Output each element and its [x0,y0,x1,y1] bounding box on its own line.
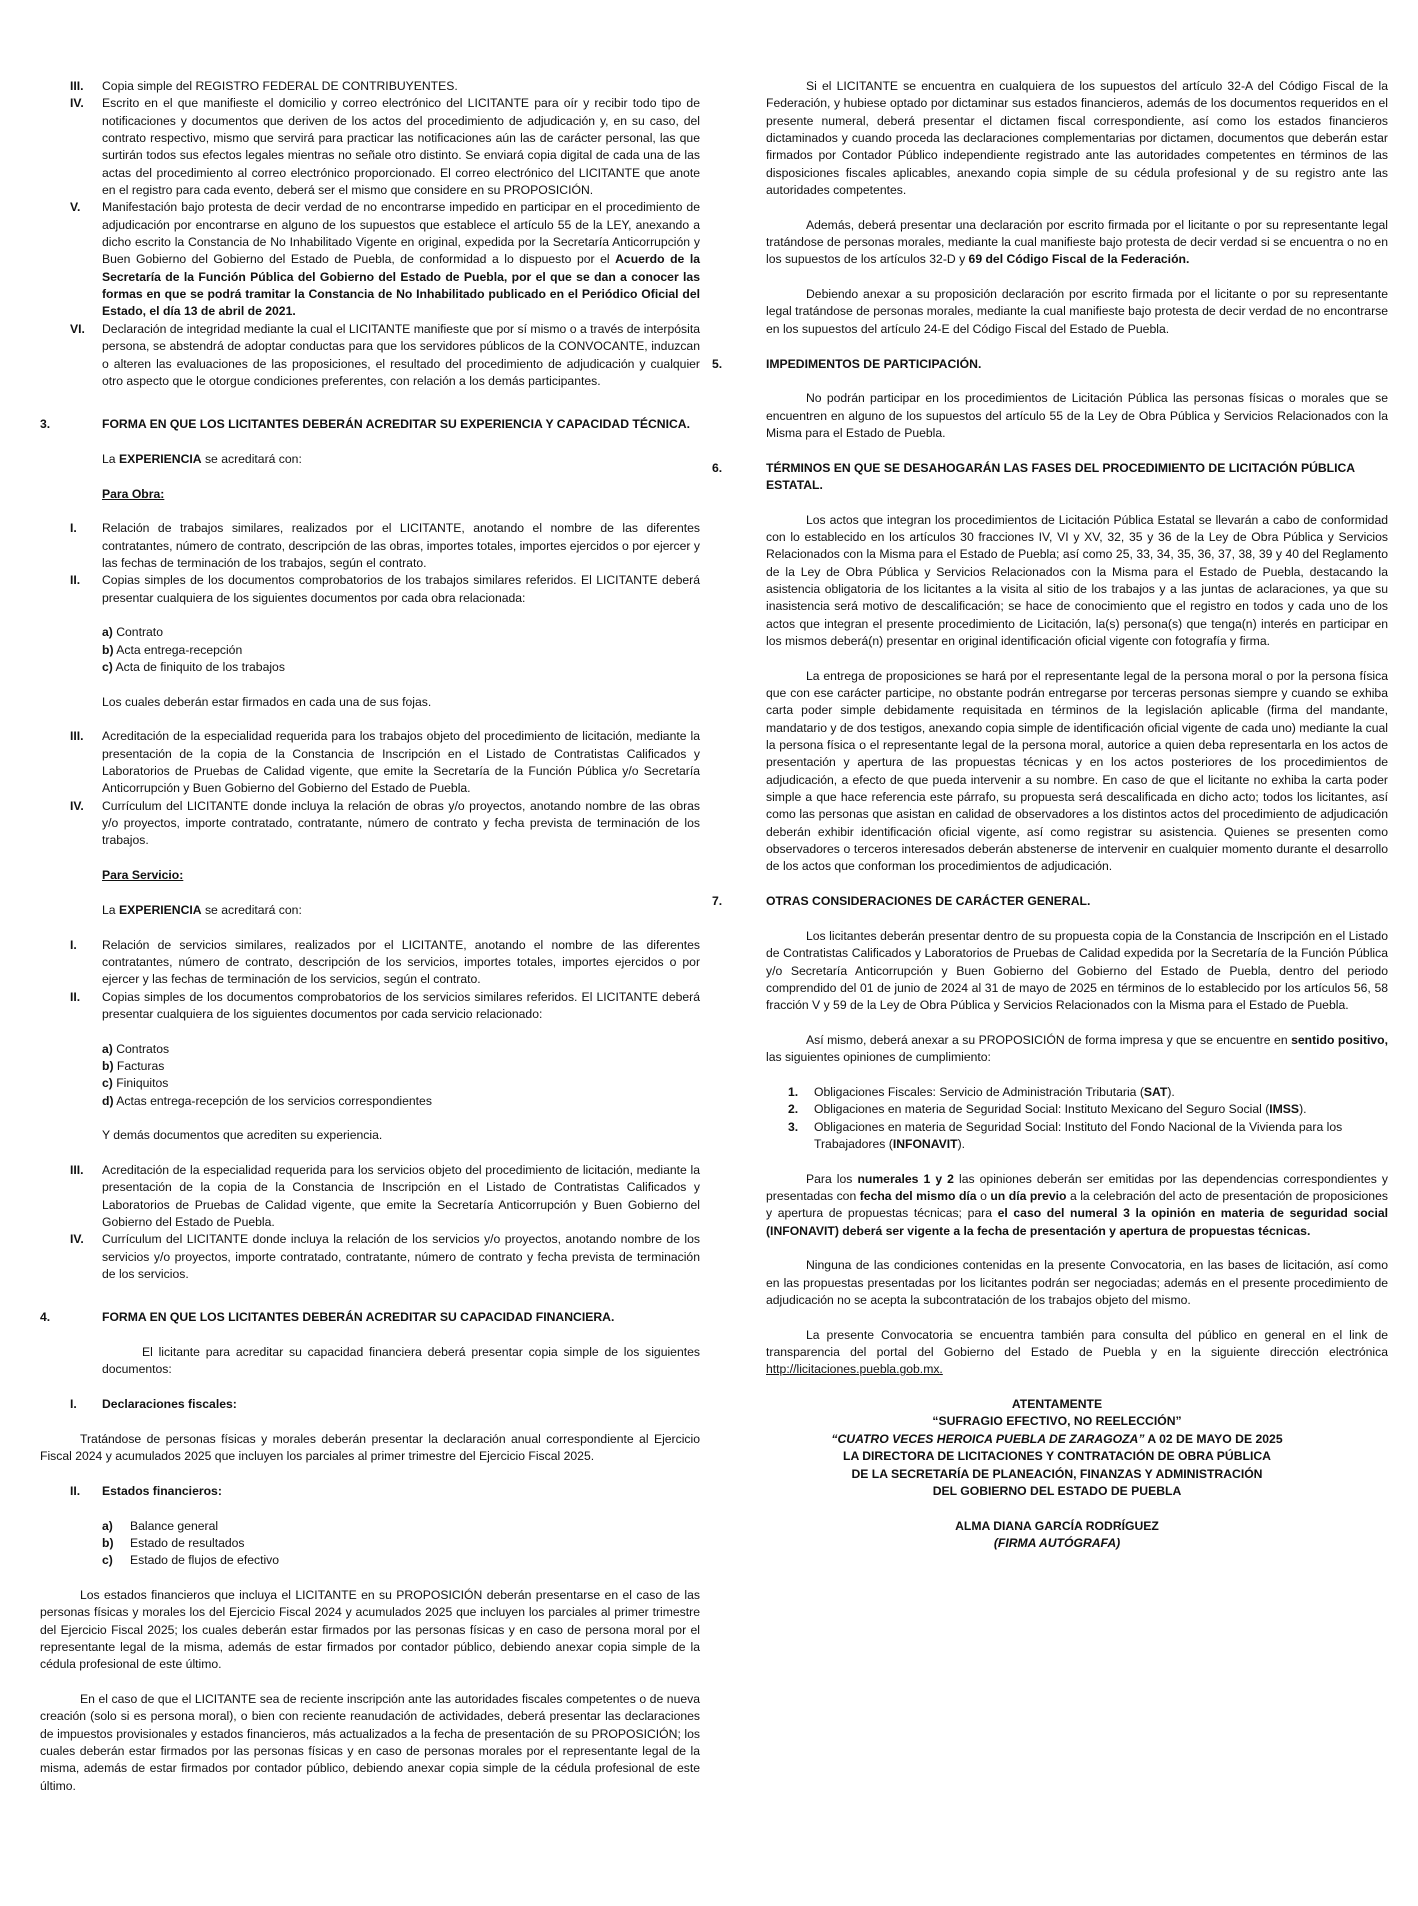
transparency-link[interactable]: http://licitaciones.puebla.gob.mx. [766,1362,943,1377]
paragraph: En el caso de que el LICITANTE sea de reciente inscripción ante las autoridades fiscales competentes o de nueva creación (solo si es persona moral), o bien con reciente reanudación de actividades, deberá presentar las declaraciones de impuestos provisionales y estados financieros, más actualizados a la fecha de presentación de su PROPOSICIÓN; los cuales deberán estar firmados por las personas físicas y en caso de personas morales por el representante legal de la misma, además de estar firmados por contador público, debiendo anexar copia simple de la cédula profesional de este último. [40,1691,700,1793]
note: Y demás documentos que acrediten su experiencia. [102,1128,383,1143]
section-heading: 7. OTRAS CONSIDERACIONES DE CARÁCTER GENERAL. [712,894,1091,909]
list-item: III. Acreditación de la especialidad requerida para los servicios objeto del procedimiento de licitación, mediante la presentación de la copia de la Constancia de Inscripción en el Listado de Contratistas Calificados y Laboratorios de Pruebas de Calidad vigente, que emite la Secretaría Anticorrupción y Buen Gobierno del Gobierno del Estado de Puebla. [70,1162,700,1229]
list-item: IV. Currículum del LICITANTE donde incluya la relación de obras y/o proyectos, anotando nombre de las obras y/o proyectos, importe contratado, contratante, número de contrato y fecha prevista de terminación de los trabajos. [70,798,700,848]
item-text: Declaración de integridad mediante la cual el LICITANTE manifieste que por sí mismo o a través de interpósita persona, se abstendrá de adoptar conductas para que los servidores públicos de la CONVOCANTE, induzcan o alteren las evaluaciones de las proposiciones, el resultado del procedimiento de adjudicación y cualquier otro aspecto que le otorgue condiciones preferentes, con relación a los demás participantes. [102,321,700,388]
subheading-obra: Para Obra: [102,486,165,501]
item-text: Escrito en el que manifieste el domicilio y correo electrónico del LICITANTE para oír y recibir todo tipo de notificaciones y documentos que deriven de los actos del procedimiento de adjudicación y, en su caso, del contrato respectivo, mismo que servirá para practicar las notificaciones aún las de carácter personal, las que surtirán todos sus efectos legales mientras no señale otro distinto. Se enviará copia digital de cada una de las actas del procedimiento al correo electrónico proporcionado. El correo electrónico del LICITANTE que anote en el registro para cada evento, deberá ser el mismo que considere en su PROPOSICIÓN. [102,96,700,198]
signatory-name: ALMA DIANA GARCÍA RODRÍGUEZ [955,1518,1159,1533]
doc-item: a) Balance general [102,1518,219,1533]
item-number: V. [70,200,81,215]
paragraph: La presente Convocatoria se encuentra también para consulta del público en general en el link de transparencia del portal del Gobierno del Estado de Puebla y en la siguiente dirección electrónica http://licitaciones.puebla.gob.mx. [766,1327,1388,1377]
section-heading: 5. IMPEDIMENTOS DE PARTICIPACIÓN. [712,356,982,371]
list-item: IV. Currículum del LICITANTE donde incluya la relación de los servicios y/o proyectos, anotando nombre de los servicios y/o proyectos, importe contratado, contratante, número de contrato y fecha prevista de terminación de los servicios. [70,1232,700,1282]
subsection-heading: I. Declaraciones fiscales: [70,1397,237,1412]
subheading-servicio: Para Servicio: [102,868,184,883]
item-text: Copia simple del REGISTRO FEDERAL DE CONTRIBUYENTES. [102,79,458,93]
paragraph: Si el LICITANTE se encuentra en cualquiera de los supuestos del artículo 32-A del Código Fiscal de la Federación, y hubiese optado por dictaminar sus estados financieros, además de los documentos requeridos en el presente numeral, deberá presentar el dictamen fiscal correspondiente, así como los estados financieros dictaminados y cuando proceda las declaraciones complementarias por dictamen, documentos que deberán estar firmados por Contador Público independiente registrado ante las autoridades competentes en términos de las disposiciones fiscales aplicables, anexando copia simple de su cédula profesional y de su registro ante las autoridades competentes. [766,79,1388,198]
subsection-heading: II. Estados financieros: [70,1483,222,1498]
item-number: III. [70,79,84,93]
doc-item: c) Estado de flujos de efectivo [102,1553,280,1568]
item-number: IV. [70,96,84,111]
list-item: I. Relación de servicios similares, realizados por el LICITANTE, anotando el nombre de las diferentes contratantes, número de contrato, descripción de los servicios, importes totales, importes ejercidos o por ejercer y las fechas de terminación de los servicios, según el contrato. [70,937,700,987]
paragraph: Ninguna de las condiciones contenidas en la presente Convocatoria, en las bases de licitación, así como en las propuestas presentadas por los licitantes podrán ser negociadas; además en el presente procedimiento de adjudicación no se acepta la subcontratación de los trabajos objeto del mismo. [766,1258,1388,1308]
list-item: 2. Obligaciones en materia de Seguridad Social: Instituto Mexicano del Seguro Social (IMSS). [788,1102,1307,1117]
section-heading: 3. FORMA EN QUE LOS LICITANTES DEBERÁN ACREDITAR SU EXPERIENCIA Y CAPACIDAD TÉCNICA. [40,417,690,432]
paragraph: La entrega de proposiciones se hará por el representante legal de la persona moral o por la persona física que con ese carácter participe, no obstante podrán entregarse por terceras personas siempre y cuando se exhiba carta poder simple debidamente requisitada en términos de la legislación aplicable (firma del mandante, mandatario y de dos testigos, anexando copia simple de identificación oficial vigente de cada uno) mediante la cual la persona física o el representante legal de la persona moral, autorice a quien deba representarla en los actos de presentación y apertura de las propuestas técnicas y en los actos posteriores de los procedimientos de adjudicación, a efecto de que pueda intervenir a su nombre. En caso de que el licitante no exhiba la carta poder simple a que hace referencia este párrafo, su propuesta será descalificada en dicho acto; todos los licitantes, así como las personas que asistan en calidad de observadores a los distintos actos del procedimiento de adjudicación deberán exhibir identificación oficial vigente, así como registrar su asistencia. Quienes se presenten como observadores o terceros interesados deberán abstenerse de intervenir en cualquier momento durante el desarrollo de los actos que conforman los procedimientos de adjudicación. [766,668,1388,874]
list-item: 3. Obligaciones en materia de Seguridad Social: Instituto del Fondo Nacional de la Vivienda para los Trabajadores (INFONAVIT). [788,1119,1343,1151]
list-item: 1. Obligaciones Fiscales: Servicio de Administración Tributaria (SAT). [788,1084,1175,1099]
paragraph: Los actos que integran los procedimientos de Licitación Pública Estatal se llevarán a cabo de conformidad con lo establecido en los artículos 30 fracciones IV, VI y XV, 32, 35 y 36 de la Ley de Obra Pública y Servicios Relacionados con la Misma para el Estado de Puebla; así como 25, 33, 34, 35, 36, 37, 38, 39 y 40 del Reglamento de la Ley de Obra Pública y Servicios Relacionados con la Misma para el Estado de Puebla, destacando la asistencia obligatoria de los licitantes a la visita al sitio de los trabajos y a las juntas de aclaraciones, ya que su inasistencia será motivo de descalificación; se hace de conocimiento que el registro en todos y cada uno de los actos que integran el presente procedimiento de Licitación, la(s) persona(s) que tenga(n) interés en participar en los mismos deberá(n) presentar en original identificación oficial vigente con fotografía y firma. [766,512,1388,648]
right-column [712,78,1389,1552]
experience-intro: La EXPERIENCIA se acreditará con: [102,902,302,917]
list-item [40,321,700,390]
paragraph: No podrán participar en los procedimientos de Licitación Pública las personas físicas o morales que se encuentren en alguno de los supuestos del artículo 55 de la Ley de Obra Pública y Servicios Relacionados con la Misma para el Estado de Puebla. [766,391,1388,440]
section-heading: 6. TÉRMINOS EN QUE SE DESAHOGARÁN LAS FASES DEL PROCEDIMIENTO DE LICITACIÓN PÚBLICA ESTATAL. [712,460,1355,492]
paragraph: Para los numerales 1 y 2 las opiniones deberán ser emitidas por las dependencias correspondientes y presentadas con fecha del mismo día o un día previo a la celebración del acto de presentación de proposiciones y apertura de propuestas técnicas; para el caso del numeral 3 la opinión en materia de seguridad social (INFONAVIT) deberá ser vigente a la fecha de presentación y apertura de propuestas técnicas. [766,1171,1389,1238]
paragraph: Los licitantes deberán presentar dentro de su propuesta copia de la Constancia de Inscripción en el Listado de Contratistas Calificados y Laboratorios de Pruebas de Calidad expedida por la Secretaría de la Función Pública y/o Secretaría Anticorrupción y Buen Gobierno del Gobierno del Estado de Puebla, dentro del periodo comprendido del 01 de junio de 2024 al 31 de mayo de 2025 en términos de lo establecido por los artículos 56, 58 fracción V y 59 de la Ley de Obra Pública y Servicios Relacionados con la Misma para el Estado de Puebla. [766,928,1388,1013]
paragraph: Los estados financieros que incluya el LICITANTE en su PROPOSICIÓN deberán presentarse en el caso de las personas físicas y morales los del Ejercicio Fiscal 2024 y acumulados 2025 que incluyen los parciales al primer trimestre del Ejercicio Fiscal 2025; los cuales deberán estar firmados por las personas físicas y en caso de persona moral por el representante legal de la misma, además de estar firmados por contador público, debiendo anexar copia simple de la cédula profesional de este último. [40,1587,700,1672]
doc-item: c) Acta de finiquito de los trabajos [102,660,285,674]
doc-item: b) Facturas [102,1058,165,1073]
list-item: I. Relación de trabajos similares, realizados por el LICITANTE, anotando el nombre de las diferentes contratantes, número de contrato, descripción de las obras, importes totales, importes ejercidos o por ejercer y las fechas de terminación de los trabajos, según el contrato. [70,521,700,570]
paragraph: Debiendo anexar a su proposición declaración por escrito firmada por el licitante o por su representante legal tratándose de personas morales, mediante la cual manifieste bajo protesta de decir verdad de no encontrarse en los supuestos del artículo 24-E del Código Fiscal del Estado de Puebla. [766,287,1388,336]
section-heading: 4. FORMA EN QUE LOS LICITANTES DEBERÁN ACREDITAR SU CAPACIDAD FINANCIERA. [40,1310,615,1325]
doc-item: a) Contrato [102,625,163,640]
list-item [40,78,700,95]
list-item: II. Copias simples de los documentos comprobatorios de los servicios similares referidos. El LICITANTE deberá presentar cualquiera de los siguientes documentos por cada servicio relacionado: [70,989,700,1021]
doc-item: c) Finiquitos [102,1076,169,1091]
list-item [40,199,700,320]
paragraph: Así mismo, deberá anexar a su PROPOSICIÓN de forma impresa y que se encuentre en sentido positivo, las siguientes opiniones de cumplimiento: [766,1032,1389,1065]
item-text: Manifestación bajo protesta de decir verdad de no encontrarse impedido en participar en el procedimiento de adjudicación por encontrarse en alguno de los supuestos que establece el artículo 55 de la LEY, anexando a dicho escrito la Constancia de No Inhabilitado Vigente en original, expedida por la Secretaría Anticorrupción y Buen Gobierno del Gobierno del Estado de Puebla, de conformidad a lo dispuesto por el Acuerdo de la Secretaría de la Función Pública del Gobierno del Estado de Puebla, por el que se dan a conocer las formas en que se podrá tramitar la Constancia de No Inhabilitado publicado en el Periódico Oficial del Estado, el día 13 de abril de 2021. [102,200,700,319]
doc-item: b) Estado de resultados [102,1535,245,1550]
list-item: III. Acreditación de la especialidad requerida para los trabajos objeto del procedimiento de licitación, mediante la presentación de la copia de la Constancia de Inscripción en el Listado de Contratistas Calificados y Laboratorios de Pruebas de Calidad vigente, que emite la Secretaría de la Función Pública y/o Secretaría Anticorrupción y Buen Gobierno del Gobierno del Estado de Puebla. [70,729,700,796]
paragraph: Además, deberá presentar una declaración por escrito firmada por el licitante o por su representante legal tratándose de personas morales, mediante la cual manifieste bajo protesta de decir verdad si se encuentra o no en los supuestos de los artículos 32-D y 69 del Código Fiscal de la Federación. [766,217,1388,267]
paragraph: El licitante para acreditar su capacidad financiera deberá presentar copia simple de los siguientes documentos: [102,1345,700,1377]
paragraph: Tratándose de personas físicas y morales deberán presentar la declaración anual correspondiente al Ejercicio Fiscal 2024 y acumulados 2025 que incluyen los parciales al primer trimestre del Ejercicio Fiscal 2025. [40,1431,700,1464]
doc-item: a) Contratos [102,1041,170,1056]
experience-intro: La EXPERIENCIA se acreditará con: [102,451,302,466]
item-number: VI. [70,321,85,336]
list-item: II. Copias simples de los documentos comprobatorios de los trabajos similares referidos. El LICITANTE deberá presentar cualquiera de los siguientes documentos por cada obra relacionada: [70,573,700,605]
doc-item: b) Acta entrega-recepción [102,642,243,657]
doc-item: d) Actas entrega-recepción de los servicios correspondientes [102,1093,432,1108]
note: Los cuales deberán estar firmados en cada una de sus fojas. [102,694,432,709]
list-item [40,95,700,199]
signature-block: ATENTAMENTE “SUFRAGIO EFECTIVO, NO REELECCIÓN” “CUATRO VECES HEROICA PUEBLA DE ZARAGOZA” A 02 DE MAYO DE 2025 LA DIRECTORA DE LICITACIONES Y CONTRATACIÓN DE OBRA PÚBLICA DE LA SECRETARÍA DE PLANEACIÓN, FINANZAS Y ADMINISTRACIÓN DEL GOBIERNO DEL ESTADO DE PUEBLA ALMA DIANA GARCÍA RODRÍGUEZ (FIRMA AUTÓGRAFA) [726,1396,1388,1552]
left-column [40,78,700,1795]
